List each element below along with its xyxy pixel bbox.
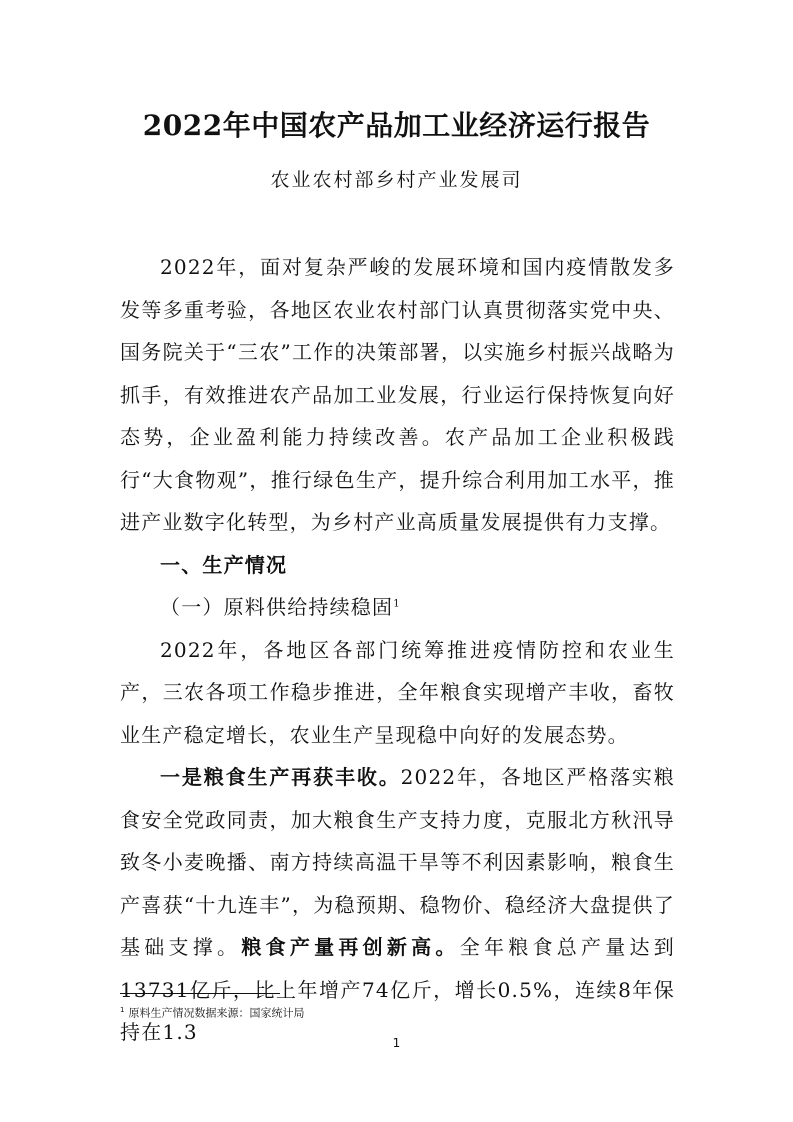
footnote-reference[interactable]: 1 <box>393 598 401 610</box>
footnote-number: 1 <box>120 1006 125 1014</box>
grain-text-1: 2022年，各地区严格落实粮食安全党政同责，加大粮食生产支持力度，克服北方秋汛导致冬小麦晚播、南方持续高温干旱等不利因素影响，粮食生产喜获“十九连丰”，为稳预期、稳物价、稳经济大盘提供了基础支撑。 <box>120 765 676 959</box>
intro-paragraph: 2022年，面对复杂严峻的发展环境和国内疫情散发多发等多重考验，各地区农业农村部门认真贯彻落实党中央、国务院关于“三农”工作的决策部署，以实施乡村振兴战略为抓手，有效推进农产品加工业发展，行业运行保持恢复向好态势，企业盈利能力持续改善。农产品加工企业积极践行“大食物观”，推行绿色生产，提升综合利用加工水平，推进产业数字化转型，为乡村产业高质量发展提供有力支撑。 <box>120 255 675 534</box>
subsection-heading-text: （一）原料供给持续稳固 <box>160 595 394 619</box>
grain-lead-bold: 一是粮食生产再获丰收。 <box>160 765 401 789</box>
document-title: 2022年中国农产品加工业经济运行报告 <box>142 109 651 142</box>
footnote <box>120 1002 304 1022</box>
grain-inline-bold: 粮食产量再创新高。 <box>241 935 460 959</box>
raw-supply-paragraph: 2022年，各地区各部门统筹推进疫情防控和农业生产，三农各项工作稳步推进，全年粮食实现增产丰收，畜牧业生产稳定增长，农业生产呈现稳中向好的发展态势。 <box>120 637 675 747</box>
document-author: 农业农村部乡村产业发展司 <box>270 169 523 191</box>
document-body <box>120 246 675 1054</box>
footnote-divider <box>120 993 280 994</box>
page-number: 1 <box>392 1036 401 1050</box>
grain-text-2: 全年粮食总产量达到13731亿斤，比上年增产74亿斤，增长0.5%，连续8年保持在1.3 <box>120 935 675 1044</box>
subsection-heading-raw-supply <box>120 586 675 629</box>
footnote-text: 原料生产情况数据来源：国家统计局 <box>128 1006 305 1020</box>
section-heading-production: 一、生产情况 <box>160 552 288 577</box>
